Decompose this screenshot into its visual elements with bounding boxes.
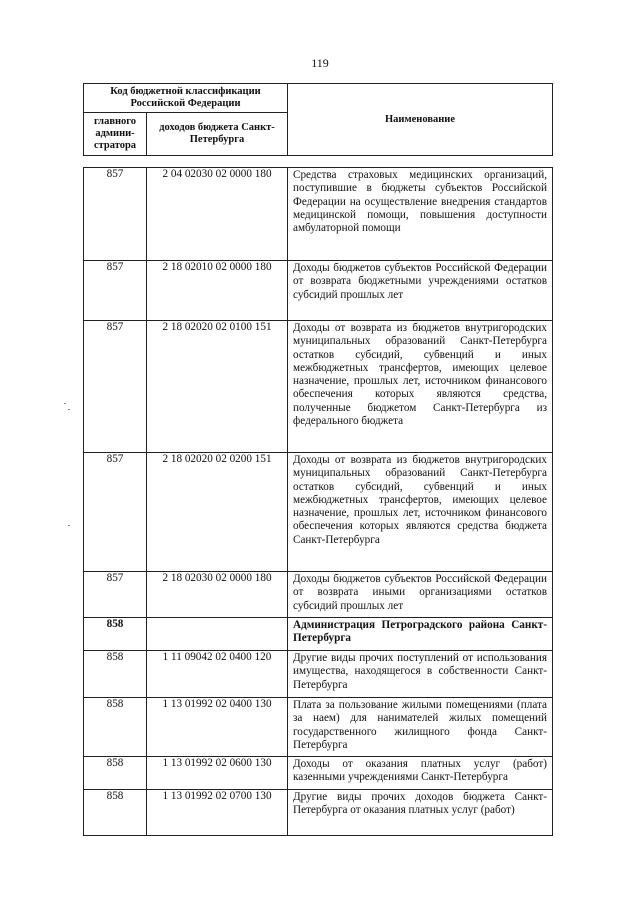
admin-code-cell: 858 (84, 790, 147, 836)
name-column-header: Наименование (288, 84, 553, 156)
name-cell: Доходы от оказания платных услуг (работ) казенными учреждениями Санкт-Петербурга (288, 757, 553, 790)
admin-code-cell: 857 (84, 453, 147, 572)
name-cell: Плата за пользование жилыми помещениями (плата за наем) для нанимателей жилых помещений государственного жилищного фонда Санкт-Петербурга (288, 698, 553, 757)
page-number: 119 (311, 56, 329, 70)
admin-code-cell: 857 (84, 572, 147, 618)
table-row (84, 261, 553, 321)
income-code-cell: 1 13 01992 02 0600 130 (147, 757, 288, 790)
table-row (84, 651, 553, 698)
income-column-header: доходов бюджета Санкт-Петербурга (147, 113, 288, 156)
name-cell: Доходы бюджетов субъектов Российской Федерации от возврата иными организациями остатков субсидий прошлых лет (288, 572, 553, 618)
scan-speck (68, 525, 70, 526)
admin-code-cell: 858 (84, 757, 147, 790)
income-code-cell: 2 18 02020 02 0100 151 (147, 321, 288, 453)
income-code-cell: 2 18 02010 02 0000 180 (147, 261, 288, 321)
table-row (84, 168, 553, 261)
admin-code-cell: 858 (84, 618, 147, 651)
admin-code-cell: 857 (84, 168, 147, 261)
admin-code-cell: 858 (84, 698, 147, 757)
income-code-cell: 2 04 02030 02 0000 180 (147, 168, 288, 261)
budget-code-group-header: Код бюджетной классификации Российской Федерации (84, 84, 288, 113)
table-row (84, 453, 553, 572)
name-cell: Доходы от возврата из бюджетов внутригородских муниципальных образований Санкт-Петербурга остатков субсидий, субвенций и иных межбюджетных трансфертов, имеющих целевое назначение, прошлых лет, источником финансового обеспечения которых являются средства бюджета Санкт-Петербурга (288, 453, 553, 572)
name-cell: Другие виды прочих доходов бюджета Санкт-Петербурга от оказания платных услуг (работ) (288, 790, 553, 836)
table-row (84, 321, 553, 453)
income-code-cell: 1 13 01992 02 0400 130 (147, 698, 288, 757)
admin-code-cell: 857 (84, 261, 147, 321)
table-row (84, 698, 553, 757)
income-code-cell: 1 13 01992 02 0700 130 (147, 790, 288, 836)
name-cell: Другие виды прочих поступлений от использования имущества, находящегося в собственности Санкт-Петербурга (288, 651, 553, 698)
table-row (84, 618, 553, 651)
scan-speck (64, 403, 66, 404)
income-code-cell: 2 18 02030 02 0000 180 (147, 572, 288, 618)
income-code-cell (147, 618, 288, 651)
income-codes-table (83, 167, 553, 836)
admin-column-header: главного админи-стратора (84, 113, 147, 156)
admin-code-cell: 857 (84, 321, 147, 453)
table-header (83, 83, 553, 156)
name-cell: Средства страховых медицинских организаций, поступившие в бюджеты субъектов Российской Федерации на осуществление внедрения стандартов медицинской помощи, повышения доступности амбулаторной помощи (288, 168, 553, 261)
income-code-cell: 1 11 09042 02 0400 120 (147, 651, 288, 698)
name-cell: Доходы от возврата из бюджетов внутригородских муниципальных образований Санкт-Петербурга остатков субсидий, субвенций и иных межбюджетных трансфертов, имеющих целевое назначение, прошлых лет, источником финансового обеспечения которых являются средства, полученные бюджетом Санкт-Петербурга из федерального бюджета (288, 321, 553, 453)
income-code-cell: 2 18 02020 02 0200 151 (147, 453, 288, 572)
table-row (84, 572, 553, 618)
table-row (84, 790, 553, 836)
table-row (84, 757, 553, 790)
scan-speck (68, 409, 70, 410)
name-cell: Доходы бюджетов субъектов Российской Федерации от возврата бюджетными учреждениями остатков субсидий прошлых лет (288, 261, 553, 321)
name-cell: Администрация Петроградского района Санкт-Петербурга (288, 618, 553, 651)
admin-code-cell: 858 (84, 651, 147, 698)
